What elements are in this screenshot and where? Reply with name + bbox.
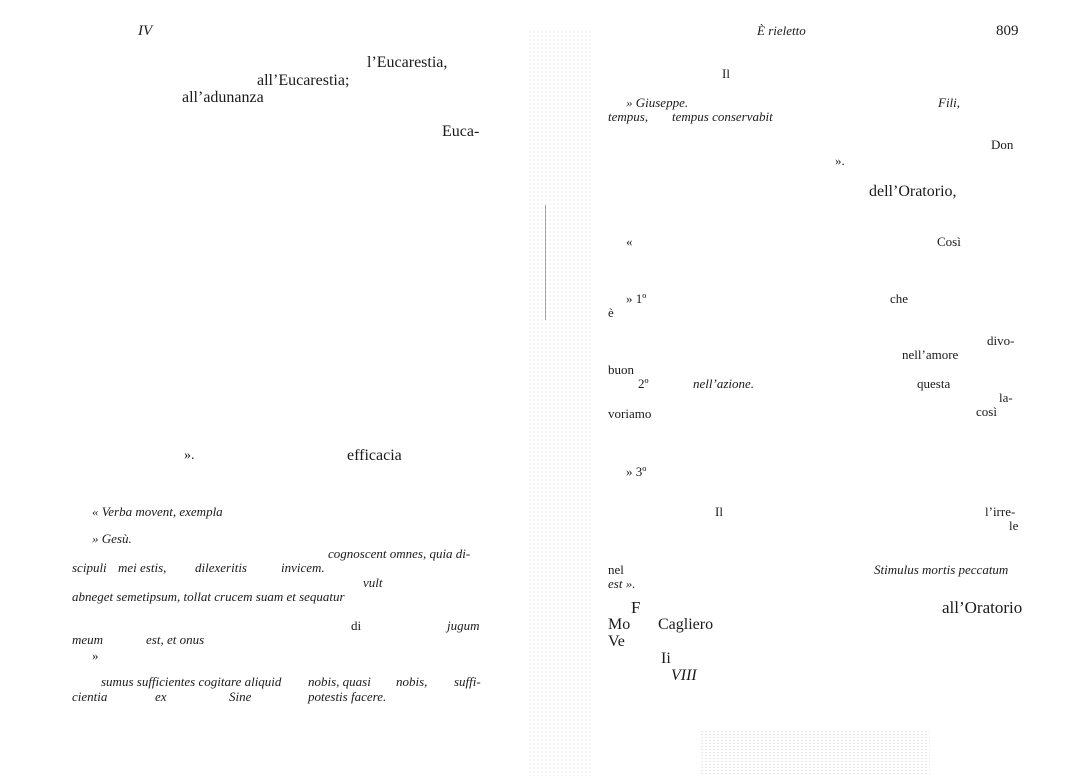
text-word: buon (608, 362, 634, 377)
chapter-numeral: VIII (671, 667, 697, 684)
text-word: Don (991, 137, 1014, 152)
quote-line: cognoscent omnes, quia di- (328, 546, 471, 561)
quote-line: sumus sufficientes cogitare aliquid (101, 674, 282, 689)
text-word: nell’azione. (693, 376, 755, 391)
text-word: Cagliero (658, 616, 714, 633)
text-word: « (626, 234, 633, 249)
quote-word: mei estis, (118, 560, 167, 575)
quote-word: jugum (447, 618, 480, 633)
text-line: efficacia (347, 447, 402, 464)
text-line: l’Eucarestia, (367, 54, 448, 71)
text-word: Fili, (938, 95, 961, 110)
text-word: » 1º (626, 291, 647, 306)
text-word: le (1009, 518, 1019, 533)
text-line: all’Eucarestia; (257, 72, 350, 89)
quote-word: dilexeritis (195, 560, 247, 575)
text-word: questa (917, 376, 951, 391)
text-word: l’irre- (985, 504, 1016, 519)
text-word: la- (999, 390, 1013, 405)
text-word: tempus, (608, 109, 649, 124)
quote-word: Sine (229, 689, 252, 704)
page-number: 809 (996, 23, 1019, 39)
quote-line: » Gesù. (92, 531, 132, 546)
quote-word: suffi- (454, 674, 481, 689)
right-page (530, 0, 1068, 776)
quote-word: potestis facere. (308, 689, 387, 704)
text-word: Così (937, 234, 961, 249)
text-word: Mo (608, 616, 631, 633)
text-line: all’adunanza (182, 89, 264, 106)
quote-word: ex (155, 689, 167, 704)
running-header: IV (138, 23, 153, 39)
quote-line: « Verba movent, exempla (92, 504, 223, 519)
text-word: Ii (661, 650, 671, 667)
text-word: » 3º (626, 464, 647, 479)
text-word: così (976, 404, 997, 419)
text-word: Stimulus mortis peccatum (874, 562, 1009, 577)
text-word: è (608, 305, 614, 320)
text-line: Il (722, 66, 730, 81)
quote-word: di (351, 618, 362, 633)
quote-word: scipuli (72, 560, 107, 575)
text-word: est ». (608, 576, 636, 591)
text-word: 2º (638, 376, 649, 391)
text-line: Euca- (442, 123, 480, 140)
text-word: nell’amore (902, 347, 959, 362)
text-word: ». (835, 153, 845, 168)
text-word: che (890, 291, 909, 306)
text-word: tempus conservabit (672, 109, 773, 124)
quote-word: vult (363, 575, 383, 590)
text-word: nel (608, 562, 624, 577)
text-word: » Giuseppe. (626, 95, 689, 110)
quote-word: est, et onus (146, 632, 205, 647)
text-word: divo- (987, 333, 1015, 348)
left-page (0, 0, 530, 776)
quote-word: meum (72, 632, 104, 647)
text-line: ». (184, 448, 195, 463)
text-word: Ve (608, 633, 625, 650)
quote-word: invicem. (281, 560, 325, 575)
text-word: all’Oratorio (942, 598, 1023, 617)
running-header: È rieletto (757, 23, 806, 38)
quote-word: » (92, 648, 99, 663)
quote-line: abneget semetipsum, tollat crucem suam et sequatur (72, 589, 345, 604)
text-word: voriamo (608, 406, 652, 421)
quote-word: nobis, (396, 674, 428, 689)
text-word: F (631, 598, 641, 617)
text-word: dell’Oratorio, (869, 183, 957, 200)
text-word: Il (715, 504, 723, 519)
quote-word: nobis, quasi (308, 674, 371, 689)
quote-word: cientia (72, 689, 108, 704)
